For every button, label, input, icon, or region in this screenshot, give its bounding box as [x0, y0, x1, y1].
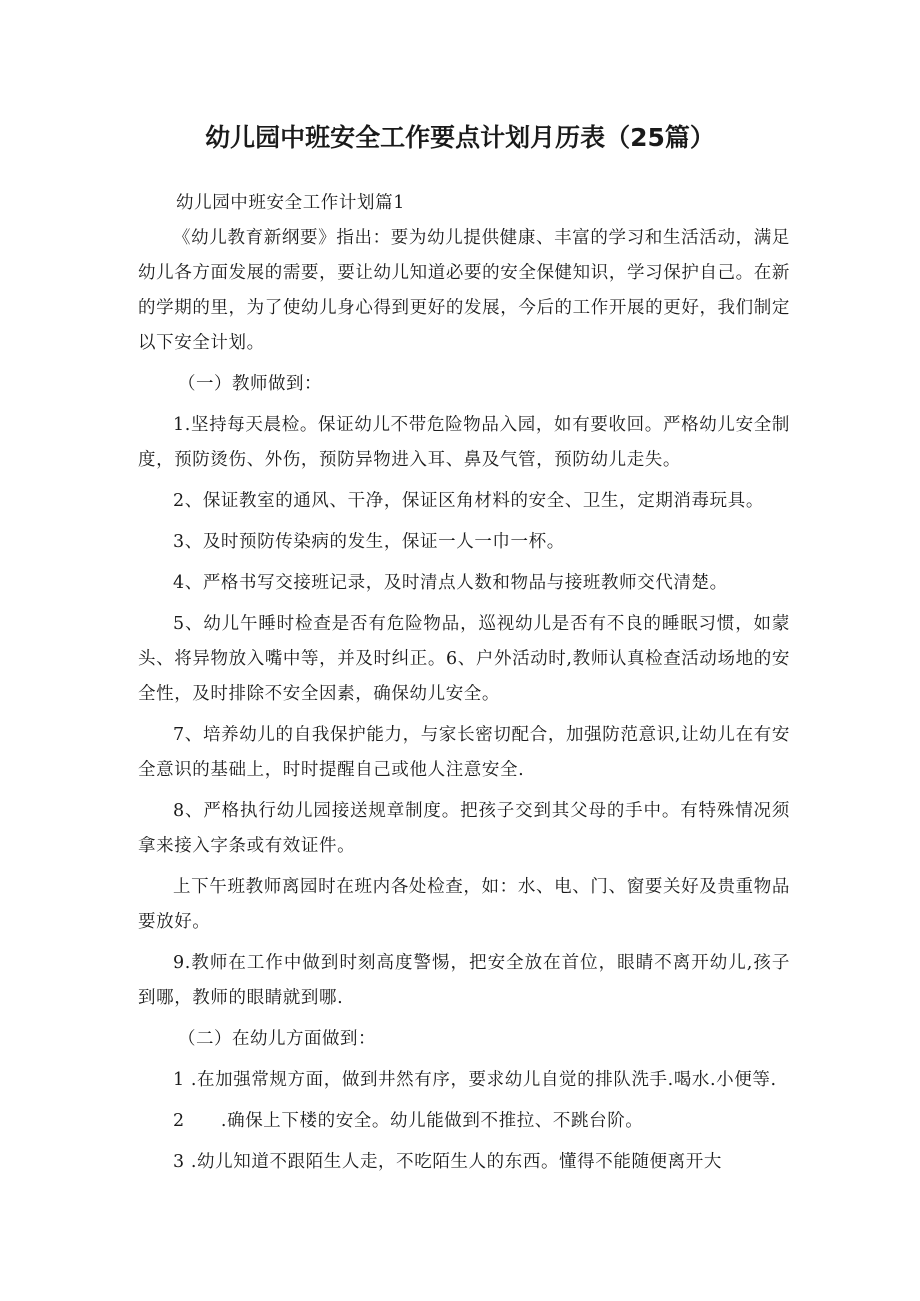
teacher-item-1: 1.坚持每天晨检。保证幼儿不带危险物品入园，如有要收回。严格幼儿安全制度，预防烫伤、外伤，预防异物进入耳、鼻及气管，预防幼儿走失。	[138, 415, 790, 470]
child-item-2: 2 .确保上下楼的安全。幼儿能做到不推拉、不跳台阶。	[173, 1111, 644, 1131]
child-item-3: 3 .幼儿知道不跟陌生人走，不吃陌生人的东西。懂得不能随便离开大	[173, 1152, 722, 1172]
teacher-item-9: 9.教师在工作中做到时刻高度警惕，把安全放在首位，眼睛不离开幼儿,孩子到哪，教师的眼睛就到哪.	[138, 953, 790, 1008]
teacher-item-5-6: 5、幼儿午睡时检查是否有危险物品，巡视幼儿是否有不良的睡眠习惯，如蒙头、将异物放入嘴中等，并及时纠正。6、户外活动时,教师认真检查活动场地的安全性，及时排除不安全因素，确保幼儿安全。	[138, 614, 790, 704]
intro-paragraph: 《幼儿教育新纲要》指出：要为幼儿提供健康、丰富的学习和生活活动，满足幼儿各方面发展的需要，要让幼儿知道必要的安全保健知识，学习保护自己。在新的学期的里，为了使幼儿身心得到更好的发展，今后的工作开展的更好，我们制定以下安全计划。	[138, 228, 790, 353]
teacher-item-3: 3、及时预防传染病的发生，保证一人一巾一杯。	[173, 532, 565, 552]
teacher-item-4: 4、严格书写交接班记录，及时清点人数和物品与接班教师交代清楚。	[173, 573, 728, 593]
child-section-heading: （二）在幼儿方面做到：	[178, 1029, 376, 1049]
teacher-item-7: 7、培养幼儿的自我保护能力，与家长密切配合，加强防范意识,让幼儿在有安全意识的基础上，时时提醒自己或他人注意安全.	[138, 725, 790, 780]
document-body	[138, 186, 790, 1180]
teacher-item-8-note: 上下午班教师离园时在班内各处检查，如：水、电、门、窗要关好及贵重物品要放好。	[138, 877, 790, 932]
document-title: 幼儿园中班安全工作要点计划月历表（25篇）	[205, 123, 715, 152]
teacher-section-heading: （一）教师做到：	[178, 374, 322, 394]
child-item-1: 1 .在加强常规方面，做到井然有序，要求幼儿自觉的排队洗手.喝水.小便等.	[173, 1070, 777, 1090]
section-title: 幼儿园中班安全工作计划篇1	[176, 193, 405, 213]
teacher-item-2: 2、保证教室的通风、干净，保证区角材料的安全、卫生，定期消毒玩具。	[173, 491, 764, 511]
teacher-item-8: 8、严格执行幼儿园接送规章制度。把孩子交到其父母的手中。有特殊情况须拿来接入字条或有效证件。	[138, 801, 790, 856]
